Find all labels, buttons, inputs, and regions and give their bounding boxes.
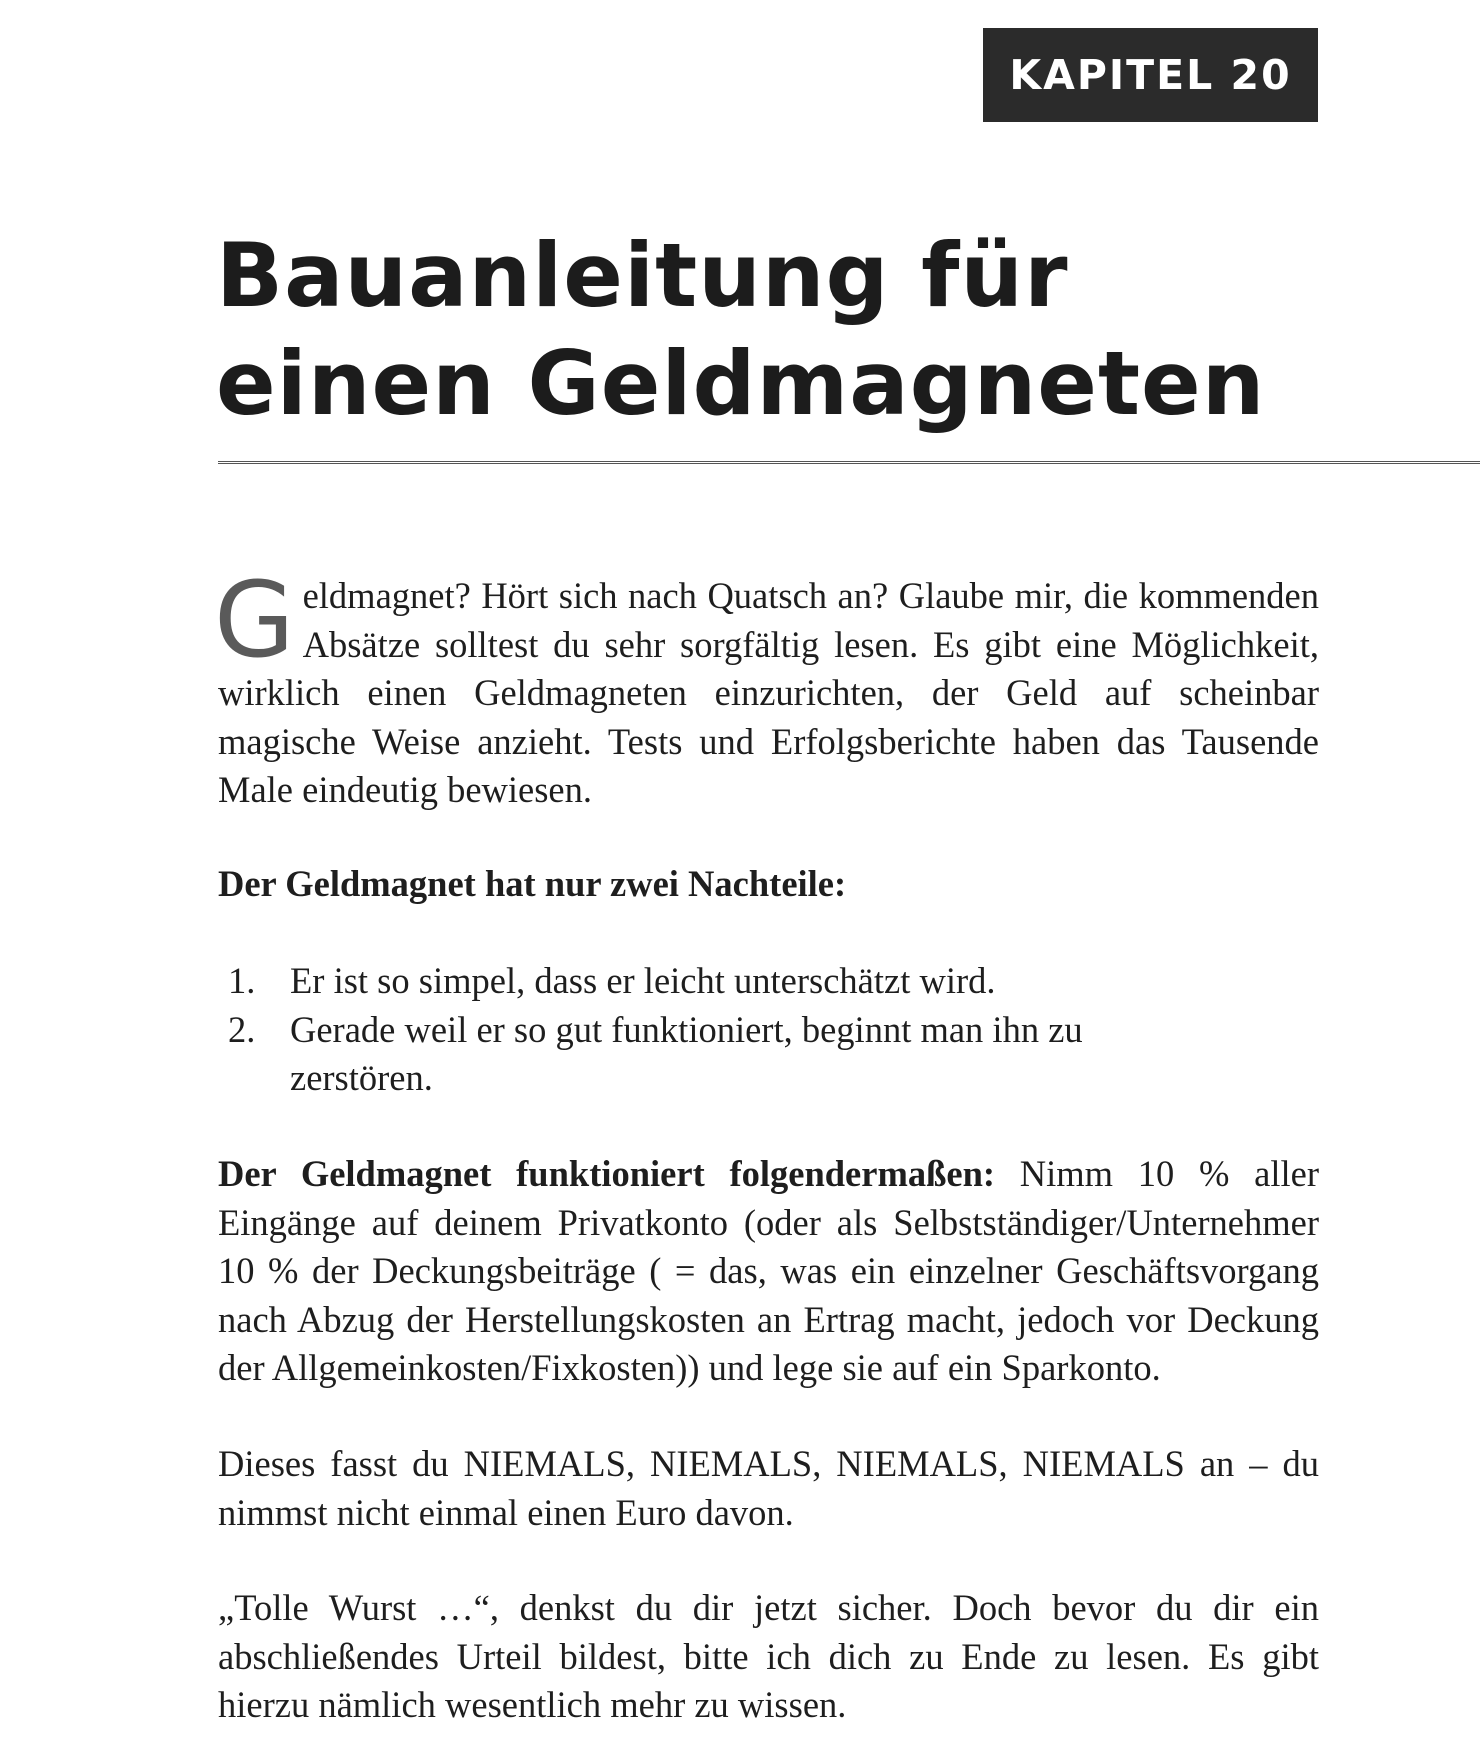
disadvantages-list — [218, 957, 1319, 1103]
how-it-works-paragraph — [218, 1150, 1319, 1393]
list-item-number: 2. — [228, 1008, 256, 1050]
chapter-title-line-1: Bauanleitung für — [216, 224, 1069, 327]
list-item-text: Er ist so simpel, dass er leicht unterschätzt wird. — [290, 960, 996, 1001]
list-item-text: Gerade weil er so gut funktioniert, beginnt man ihn zu zerstören. — [290, 1008, 1083, 1098]
chapter-label: KAPITEL 20 — [1009, 51, 1292, 99]
intro-paragraph — [214, 559, 1319, 815]
how-it-works-lead: Der Geldmagnet funktioniert folgendermaßen: — [218, 1153, 996, 1194]
chapter-title — [216, 222, 1336, 438]
closing-paragraph: „Tolle Wurst …“, denkst du dir jetzt sicher. Doch bevor du dir ein abschließendes Urteil bildest, bitte ich dich zu Ende zu lesen. Es gibt hierzu nämlich wesentlich mehr zu wissen. — [218, 1587, 1319, 1725]
drop-cap: G — [214, 559, 295, 681]
chapter-badge — [983, 28, 1318, 122]
list-item — [218, 957, 1190, 1006]
list-item — [218, 1006, 1190, 1103]
how-it-works-text: Nimm 10 % aller Eingänge auf deinem Privatkonto (oder als Selbstständiger/Unternehmer 10 % der Deckungsbeiträge ( = das, was ein einzelner Geschäftsvorgang nach Abzug der Herstellungskosten an Ertrag macht, jedoch vor Deckung der Allgemeinkosten/Fixkosten)) und lege sie auf ein Sparkonto. — [218, 1153, 1319, 1388]
intro-paragraph-text: eldmagnet? Hört sich nach Quatsch an? Glaube mir, die kommenden Absätze solltest du sehr sorgfältig lesen. Es gibt eine Möglichkeit, wirklich einen Geldmagneten einzurichten, der Geld auf scheinbar magische Weise anzieht. Tests und Erfolgsberichte haben das Tausende Male eindeutig bewiesen. — [218, 575, 1319, 810]
disadvantages-heading: Der Geldmagnet hat nur zwei Nachteile: — [218, 863, 847, 904]
never-touch-paragraph: Dieses fasst du NIEMALS, NIEMALS, NIEMALS, NIEMALS an – du nimmst nicht einmal einen Euro davon. — [218, 1443, 1319, 1533]
title-divider — [218, 461, 1480, 464]
list-item-number: 1. — [228, 960, 256, 1001]
chapter-title-line-2: einen Geldmagneten — [216, 332, 1266, 435]
